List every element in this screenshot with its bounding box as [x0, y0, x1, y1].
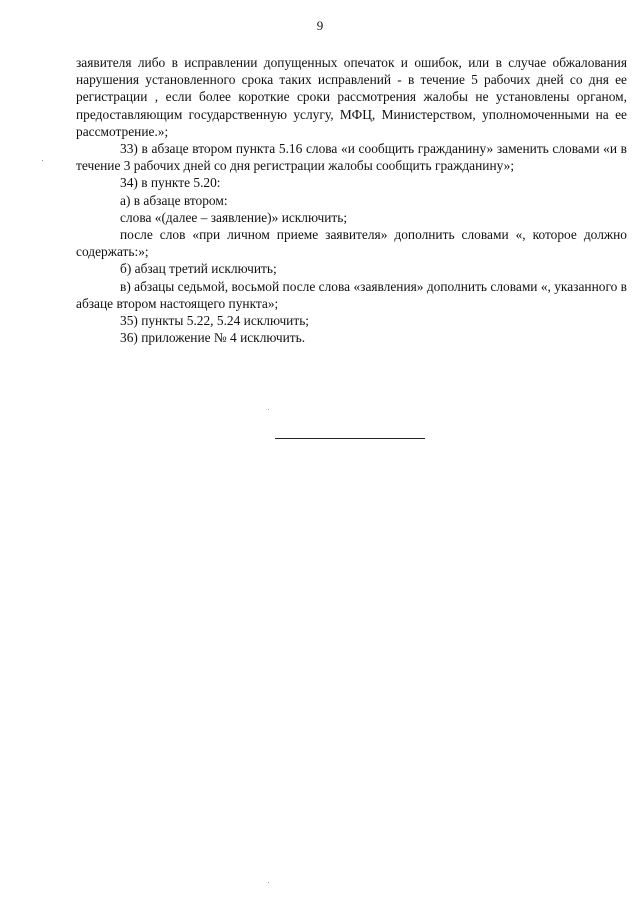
scan-speck [42, 160, 43, 161]
paragraph-item-35: 35) пункты 5.22, 5.24 исключить; [120, 313, 310, 329]
paragraph-item-34: 34) в пункте 5.20: [120, 175, 221, 191]
document-body [76, 54, 627, 346]
paragraph-after-words: после слов «при личном приеме заявителя» дополнить словами «, которое должно содержать:»; [76, 227, 627, 260]
paragraph-continuation: заявителя либо в исправлении допущенных опечаток и ошибок, или в случае обжалования нарушения установленного срока таких исправлений - в течение 5 рабочих дней со дня ее регистрации , если более короткие сроки рассмотрения жалобы не установлены органом, предоставляющим государственную услугу, МФЦ, Министерством, уполномоченными на ее рассмотрение.»; [76, 55, 627, 139]
paragraph-subitem-a: а) в абзаце втором: [120, 192, 228, 208]
scan-speck [268, 882, 269, 883]
paragraph-item-36: 36) приложение № 4 исключить. [120, 330, 306, 346]
paragraph-subitem-b: б) абзац третий исключить; [120, 261, 277, 277]
paragraph-words-exclude: слова «(далее – заявление)» исключить; [120, 209, 348, 225]
page-number: 9 [316, 18, 324, 33]
paragraph-item-33: 33) в абзаце втором пункта 5.16 слова «и сообщить гражданину» заменить словами «и в течение 3 рабочих дней со дня регистрации жалобы сообщить гражданину»; [76, 141, 627, 174]
paragraph-subitem-v: в) абзацы седьмой, восьмой после слова «заявления» дополнить словами «, указанного в абзаце втором настоящего пункта»; [76, 278, 627, 311]
scan-speck [268, 409, 269, 410]
closing-separator-line [275, 438, 425, 439]
